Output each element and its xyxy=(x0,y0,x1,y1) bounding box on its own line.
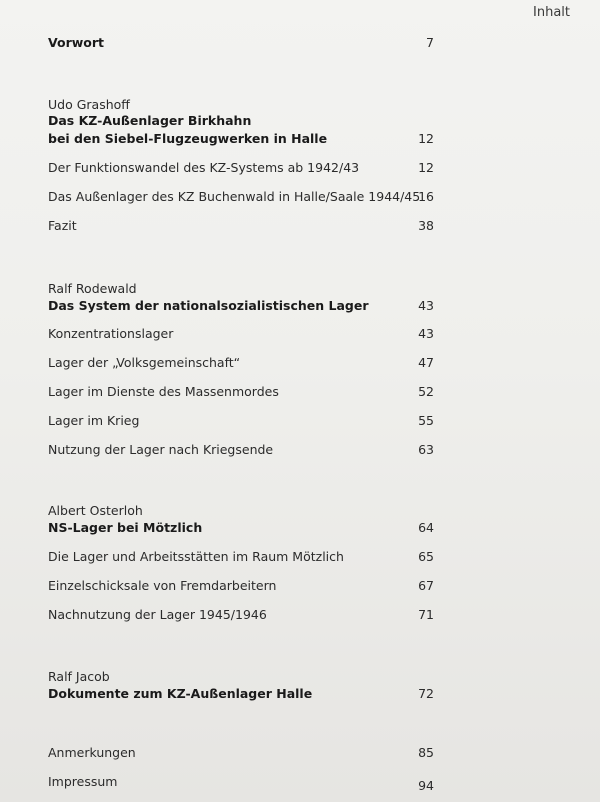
page-number: 85 xyxy=(418,745,434,760)
toc-entry-preface: Vorwort xyxy=(48,35,105,50)
page-number: 43 xyxy=(418,298,434,313)
toc-entry: Lager der „Volksgemeinschaft“ xyxy=(48,355,241,370)
section-title-continued: bei den Siebel-Flugzeugwerken in Halle xyxy=(48,131,328,146)
page-number: 63 xyxy=(418,442,434,457)
section-author: Albert Osterloh xyxy=(48,503,143,518)
toc-entry-imprint: Impressum xyxy=(48,774,118,789)
section-title: NS-Lager bei Mötzlich xyxy=(48,520,203,535)
toc-entry: Einzelschicksale von Fremdarbeitern xyxy=(48,578,277,593)
page-number: 64 xyxy=(418,520,434,535)
running-header: Inhalt xyxy=(533,5,570,20)
page-number: 38 xyxy=(418,218,434,233)
page-number: 12 xyxy=(418,131,434,146)
page-number: 55 xyxy=(418,413,434,428)
toc-entry: Nutzung der Lager nach Kriegsende xyxy=(48,442,274,457)
toc-entry: Nachnutzung der Lager 1945/1946 xyxy=(48,607,267,622)
toc-entry-notes: Anmerkungen xyxy=(48,745,136,760)
section-author: Ralf Jacob xyxy=(48,669,110,684)
section-author: Udo Grashoff xyxy=(48,97,130,112)
section-author: Ralf Rodewald xyxy=(48,281,137,296)
toc-entry: Fazit xyxy=(48,218,77,233)
toc-entry: Lager im Krieg xyxy=(48,413,140,428)
toc-entry: Das Außenlager des KZ Buchenwald in Halle/Saale 1944/45 xyxy=(48,189,421,204)
page-number: 65 xyxy=(418,549,434,564)
page-number: 43 xyxy=(418,326,434,341)
toc-entry: Konzentrationslager xyxy=(48,326,174,341)
toc-entry: Der Funktionswandel des KZ-Systems ab 1942/43 xyxy=(48,160,360,175)
toc-entry: Lager im Dienste des Massenmordes xyxy=(48,384,279,399)
page-number: 94 xyxy=(418,778,434,793)
section-title: Das KZ-Außenlager Birkhahn xyxy=(48,113,252,128)
page-number: 67 xyxy=(418,578,434,593)
toc-entry: Die Lager und Arbeitsstätten im Raum Mötzlich xyxy=(48,549,344,564)
page-number: 72 xyxy=(418,686,434,701)
page-number: 52 xyxy=(418,384,434,399)
page-number: 12 xyxy=(418,160,434,175)
page-number: 47 xyxy=(418,355,434,370)
page-number: 16 xyxy=(418,189,434,204)
section-title: Das System der nationalsozialistischen Lager xyxy=(48,298,369,313)
page-number: 7 xyxy=(426,35,434,50)
page-number: 71 xyxy=(418,607,434,622)
section-title: Dokumente zum KZ-Außenlager Halle xyxy=(48,686,313,701)
